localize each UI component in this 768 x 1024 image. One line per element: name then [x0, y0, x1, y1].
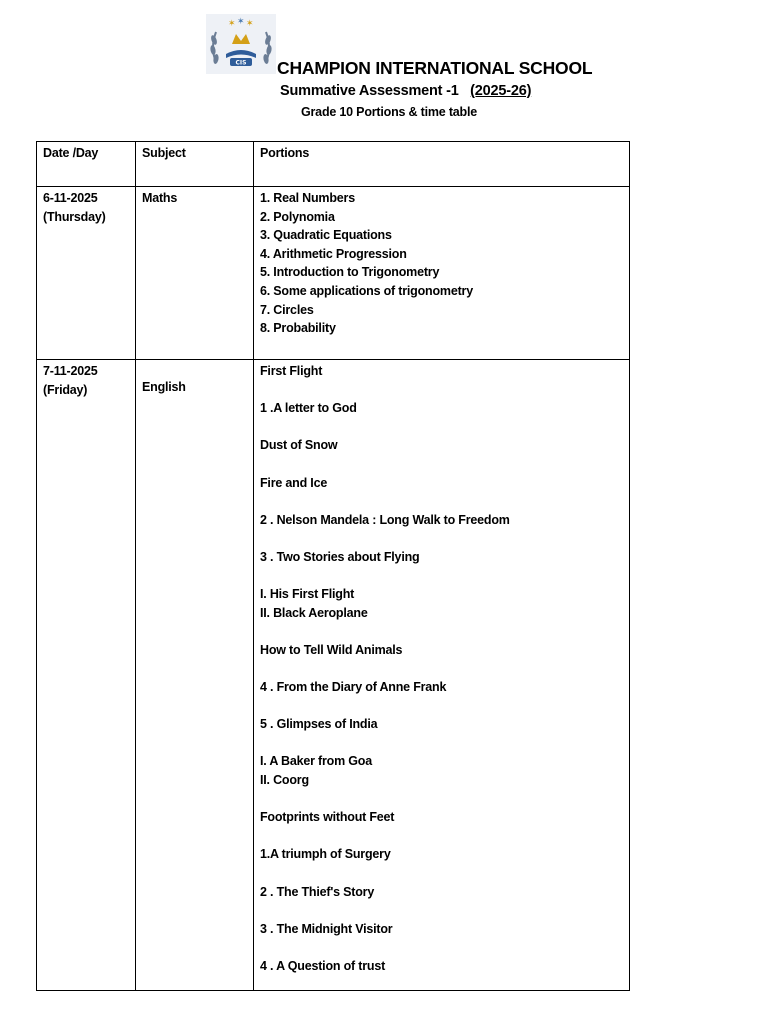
- portion-item: 1.A triumph of Surgery: [260, 847, 391, 862]
- portion-item: 2 . The Thief's Story: [260, 884, 375, 899]
- blank-line: [260, 455, 623, 474]
- portion-item: 4. Arithmetic Progression: [260, 246, 407, 261]
- subject-name: English: [142, 380, 186, 394]
- blank-line: [260, 697, 623, 716]
- header-date-day: Date /Day: [37, 142, 136, 187]
- portion-item: I. His First Flight: [260, 587, 355, 602]
- blank-line: [260, 734, 623, 753]
- portion-item: 3. Quadratic Equations: [260, 228, 392, 243]
- portion-item: How to Tell Wild Animals: [260, 642, 403, 657]
- blank-line: [260, 864, 623, 883]
- portion-item: 2. Polynomia: [260, 209, 335, 224]
- portion-item: 8. Probability: [260, 321, 336, 336]
- logo-text: CIS: [235, 59, 247, 67]
- portion-item: 1. Real Numbers: [260, 191, 355, 205]
- svg-text:✶: ✶: [237, 17, 245, 27]
- blank-line: [260, 660, 623, 679]
- school-name: CHAMPION INTERNATIONAL SCHOOL: [277, 58, 593, 78]
- exam-year: (2025-26): [470, 83, 532, 99]
- header-subject: Subject: [136, 142, 254, 187]
- table-header-row: [37, 142, 630, 187]
- portion-item: 3 . The Midnight Visitor: [260, 921, 393, 936]
- portion-item: 1 .A letter to God: [260, 401, 357, 416]
- exam-day: (Friday): [43, 382, 88, 397]
- blank-line: [260, 567, 623, 586]
- portion-item: II. Black Aeroplane: [260, 605, 368, 620]
- portion-item: II. Coorg: [260, 773, 309, 788]
- portion-item: Fire and Ice: [260, 475, 328, 490]
- subject-cell: [136, 187, 254, 360]
- blank-line: [260, 381, 623, 400]
- subject-name: Maths: [142, 191, 178, 205]
- blank-line: [260, 492, 623, 511]
- blank-line: [260, 622, 623, 641]
- portion-item: 6. Some applications of trigonometry: [260, 283, 473, 298]
- portions-cell: [254, 187, 630, 360]
- table-row: [37, 187, 630, 360]
- date-cell: [37, 187, 136, 360]
- blank-line: [260, 938, 623, 957]
- date-cell: [37, 360, 136, 991]
- portion-item: 5. Introduction to Trigonometry: [260, 265, 440, 280]
- svg-text:✶: ✶: [228, 19, 236, 29]
- exam-title: [280, 83, 531, 99]
- header-portions: Portions: [254, 142, 630, 187]
- portions-cell: [254, 360, 630, 991]
- timetable: [36, 141, 630, 991]
- portion-item: 3 . Two Stories about Flying: [260, 549, 420, 564]
- blank-line: [260, 827, 623, 846]
- portion-item: 4 . A Question of trust: [260, 959, 386, 973]
- blank-line: [260, 529, 623, 548]
- exam-title-text: Summative Assessment -1: [280, 83, 459, 99]
- portion-item: I. A Baker from Goa: [260, 754, 372, 769]
- grade-line: Grade 10 Portions & time table: [301, 105, 477, 119]
- exam-date: 6-11-2025: [43, 191, 98, 205]
- portion-item: Dust of Snow: [260, 438, 338, 453]
- blank-line: [260, 790, 623, 809]
- blank-line: [260, 901, 623, 920]
- portion-item: First Flight: [260, 364, 323, 378]
- portion-item: 5 . Glimpses of India: [260, 717, 378, 732]
- exam-date: 7-11-2025: [43, 364, 98, 378]
- portion-item: 4 . From the Diary of Anne Frank: [260, 680, 447, 695]
- blank-line: [260, 418, 623, 437]
- exam-day: (Thursday): [43, 209, 106, 224]
- school-logo: [206, 14, 276, 74]
- portion-item: 7. Circles: [260, 302, 314, 317]
- svg-text:✶: ✶: [246, 19, 254, 29]
- portion-item: Footprints without Feet: [260, 810, 395, 825]
- table-row: [37, 360, 630, 991]
- portion-item: 2 . Nelson Mandela : Long Walk to Freedom: [260, 512, 510, 527]
- subject-cell: [136, 360, 254, 991]
